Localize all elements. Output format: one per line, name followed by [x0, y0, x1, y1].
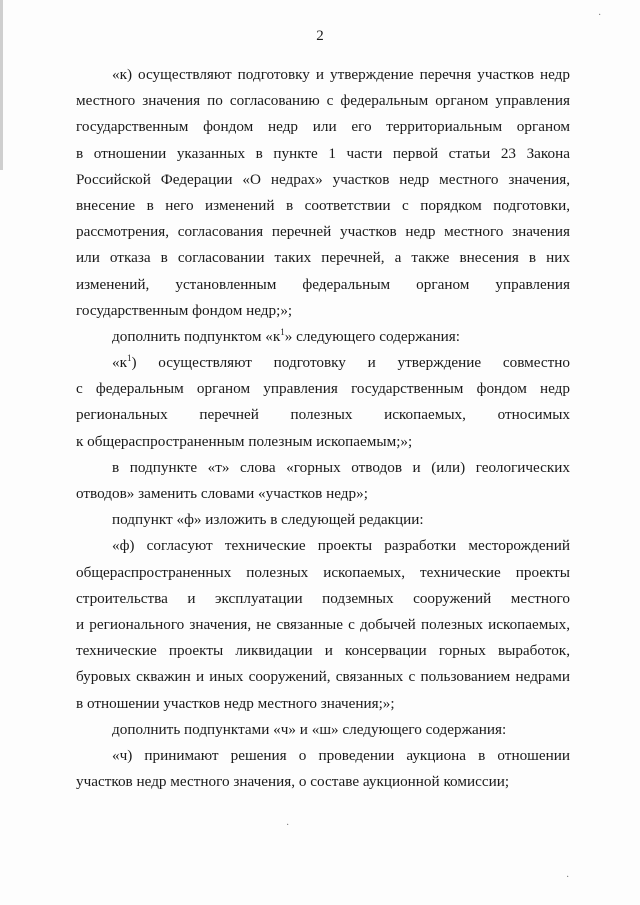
text-line — [76, 350, 570, 376]
text-line — [76, 429, 570, 455]
text-line-content: общераспространенных полезных ископаемых, технические проекты — [76, 563, 570, 581]
text-line — [76, 638, 570, 664]
text-line — [76, 245, 570, 271]
text-line — [76, 88, 570, 114]
document-body — [76, 62, 570, 795]
text-line — [76, 298, 570, 324]
text-line-content: отводов» заменить словами «участков недр»; — [76, 485, 368, 502]
text-line — [76, 114, 570, 140]
text-line-content: строительства и эксплуатации подземных сооружений местного — [76, 589, 570, 607]
text-line-content: в отношении указанных в пункте 1 части первой статьи 23 Закона — [76, 144, 570, 162]
text-line-content: к общераспространенным полезным ископаемым;»; — [76, 432, 413, 450]
superscript: 1 — [126, 353, 132, 363]
text-line — [76, 455, 570, 481]
text-line-content: «ф) согласуют технические проекты разработки месторождений — [112, 537, 570, 555]
scan-speck-icon: · — [286, 820, 290, 831]
text-line-content: и регионального значения, не связанные с добычей полезных ископаемых, — [76, 615, 570, 633]
text-line — [76, 402, 570, 428]
scan-edge-shadow — [0, 0, 3, 170]
text-line — [76, 743, 570, 769]
text-line-continuation: » следующего содержания: — [284, 327, 460, 345]
page-number: 2 — [316, 28, 324, 44]
text-line-content: в отношении участков недр местного значения;»; — [76, 694, 395, 712]
text-line-content: местного значения по согласованию с федеральным органом управления — [76, 92, 570, 110]
text-line-content: или отказа в согласовании таких перечней, а также внесения в них — [76, 249, 570, 267]
text-line — [76, 193, 570, 219]
text-line-content: «ч) принимают решения о проведении аукциона в отношении — [112, 746, 570, 764]
text-line-content: с федеральным органом управления государственным фондом недр — [76, 380, 570, 398]
text-line — [76, 717, 570, 743]
text-line — [76, 769, 570, 795]
text-line-content: «к — [112, 354, 127, 372]
text-line-content: «к) осуществляют подготовку и утверждение перечня участков недр — [112, 66, 570, 83]
text-line — [76, 376, 570, 402]
text-line-content: дополнить подпунктом «к — [112, 327, 281, 345]
text-line — [76, 664, 570, 690]
text-line — [76, 507, 570, 533]
scan-speck-icon: · — [566, 872, 570, 883]
text-line — [76, 481, 570, 507]
text-line — [76, 272, 570, 298]
text-line-content: региональных перечней полезных ископаемых, относимых — [76, 406, 570, 424]
text-line — [76, 324, 570, 350]
text-line-content: технические проекты ликвидации и консервации горных выработок, — [76, 642, 570, 660]
text-line-content: буровых скважин и иных сооружений, связанных с пользованием недрами — [76, 668, 570, 686]
text-line — [76, 586, 570, 612]
text-line-content: Российской Федерации «О недрах» участков недр местного значения, — [76, 170, 570, 188]
text-line-content: в подпункте «т» слова «горных отводов и (или) геологических — [112, 458, 570, 476]
text-line — [76, 691, 570, 717]
text-line-content: государственным фондом недр или его территориальным органом — [76, 118, 570, 136]
text-line-content: изменений, установленным федеральным органом управления — [76, 275, 570, 293]
text-line-content: внесение в него изменений в соответствии с порядком подготовки, — [76, 196, 570, 214]
text-line-content: подпункт «ф» изложить в следующей редакции: — [112, 511, 424, 529]
text-line-continuation: ) осуществляют подготовку и утверждение совместно — [131, 354, 570, 372]
scan-speck-icon: · — [598, 10, 602, 21]
superscript: 1 — [280, 326, 285, 337]
text-line-content: участков недр местного значения, о составе аукционной комиссии; — [76, 773, 510, 791]
text-line — [76, 533, 570, 559]
text-line — [76, 167, 570, 193]
text-line — [76, 219, 570, 245]
text-line-content: рассмотрения, согласования перечней участков недр местного значения — [76, 223, 570, 241]
text-line — [76, 62, 570, 88]
text-line — [76, 141, 570, 167]
text-line — [76, 612, 570, 638]
text-line — [76, 560, 570, 586]
text-line-content: дополнить подпунктами «ч» и «ш» следующего содержания: — [112, 720, 507, 738]
text-line-content: государственным фондом недр;»; — [76, 301, 293, 319]
